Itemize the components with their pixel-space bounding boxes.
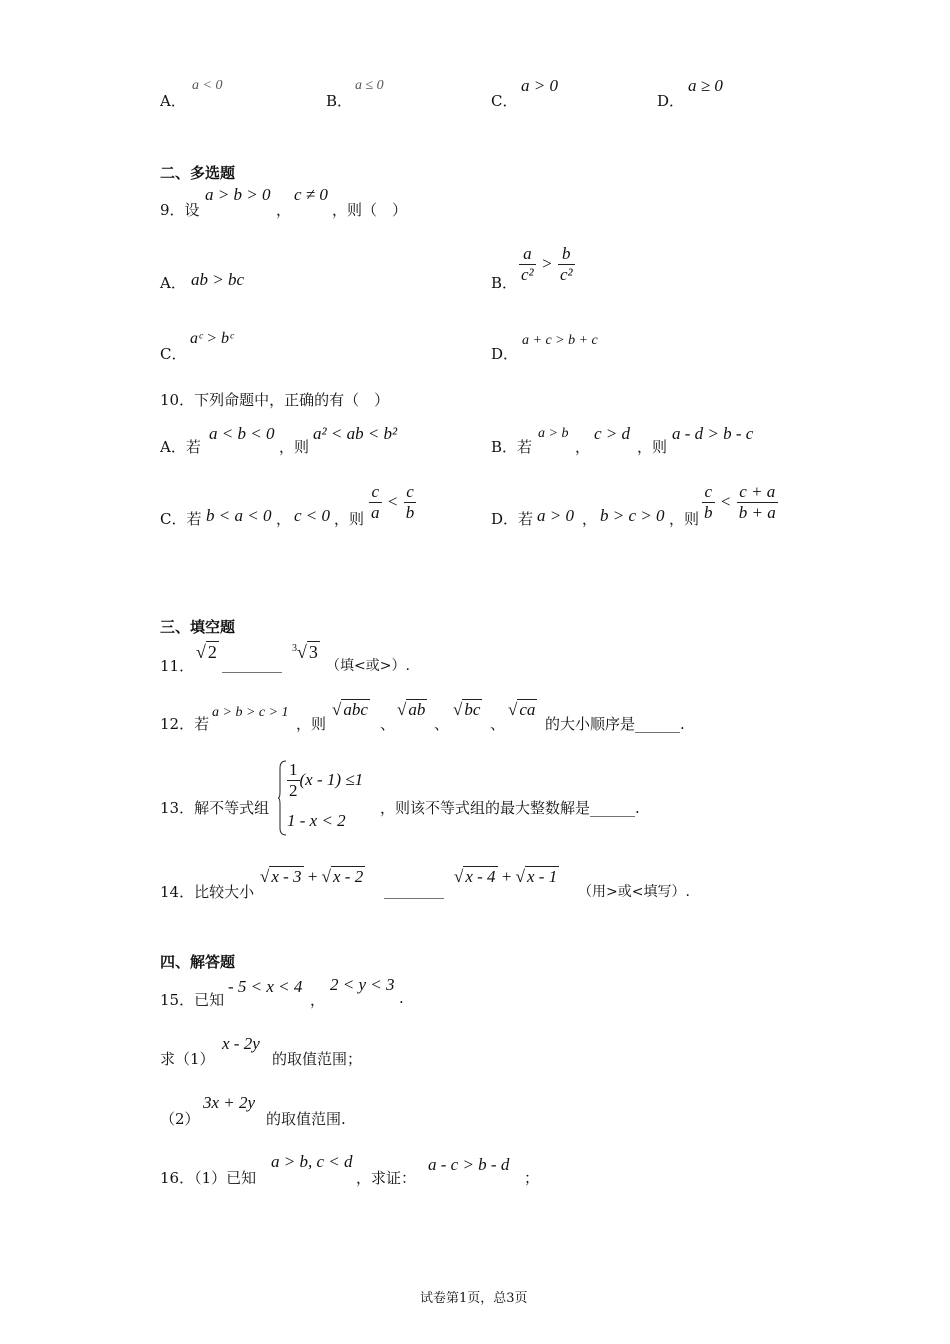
numerator: c [369, 482, 382, 503]
section-title-solutions: 四、解答题 [160, 953, 236, 971]
q14-prefix: 14．比较大小 [160, 883, 255, 901]
q10-option-b-result: a - d > b - c [672, 424, 754, 443]
q16-prove: ，求证： [356, 1169, 417, 1187]
q10-option-d-sep: ， [582, 510, 598, 528]
numerator: c [404, 482, 417, 503]
q10-option-a-then: ，则 [279, 438, 310, 456]
q8-option-c-expr: a > 0 [521, 76, 558, 95]
denominator: c² [559, 265, 573, 284]
option-label: B． [326, 92, 353, 110]
radicand: 2 [207, 642, 217, 662]
numerator: b [558, 244, 575, 265]
q10-option-a-label: A．若 [160, 438, 201, 456]
section-title-multiple-choice: 二、多选题 [160, 164, 236, 182]
fraction [519, 244, 536, 285]
q12-sep: 、 [434, 715, 450, 733]
numerator: c + a [737, 482, 778, 503]
q12-tail: 的大小顺序是______. [545, 715, 685, 733]
q14-blank: ________ [384, 881, 444, 899]
numerator: c [702, 482, 715, 503]
radicand: x - 3 [271, 867, 302, 886]
q9-option-a-label: A． [160, 274, 186, 292]
q10-option-b-cond1: a > b [538, 426, 569, 441]
q12-condition: a > b > c > 1 [212, 705, 289, 720]
q12-then: ，则 [296, 715, 327, 733]
fraction [702, 482, 715, 523]
q9-option-d-label: D． [491, 345, 519, 363]
q10-option-a-cond: a < b < 0 [209, 424, 275, 443]
numerator: a [519, 244, 536, 265]
q13-inequality-1 [287, 760, 363, 801]
q15-condition-2: 2 < y < 3 [330, 975, 395, 994]
denominator: 2 [289, 781, 298, 800]
radicand: x - 2 [333, 867, 364, 886]
q15-sep: ， [310, 991, 326, 1009]
q13-tail: ，则该不等式组的最大整数解是______. [380, 799, 640, 817]
q10-option-d-result [702, 482, 778, 523]
operator: < [719, 492, 732, 511]
q11-blank: ________ [222, 655, 282, 673]
q9-separator: ， [276, 201, 292, 219]
q10-option-d-label: D．若 [491, 510, 534, 528]
q8-option-b [326, 90, 352, 111]
q12-prefix: 12．若 [160, 715, 210, 733]
q9-option-d-expr: a + c > b + c [522, 333, 598, 348]
q10-option-d-then: ，则 [669, 510, 700, 528]
plus: + [501, 867, 512, 886]
q9-number: 9．设 [160, 201, 200, 219]
q10-option-a-result: a² < ab < b² [313, 424, 398, 443]
q10-stem: 10．下列命题中，正确的有（ ） [160, 391, 390, 409]
q13-inequality-2: 1 - x < 2 [287, 811, 346, 830]
radical-sign: √ [453, 700, 463, 719]
q12-sqrt-bc [453, 700, 482, 720]
fraction [369, 482, 382, 523]
q8-option-c [491, 90, 517, 111]
q9-option-b-expr [519, 244, 575, 285]
fraction [287, 760, 300, 801]
denominator: b + a [738, 503, 776, 522]
q10-option-b-sep: ， [575, 438, 591, 456]
fraction [558, 244, 575, 285]
q13-prefix: 13．解不等式组 [160, 799, 270, 817]
q8-option-d [657, 90, 684, 111]
q10-option-c-cond1: b < a < 0 [206, 506, 272, 525]
q8-option-a [160, 90, 186, 111]
q9-condition-1: a > b > 0 [205, 185, 271, 204]
q16-condition: a > b, c < d [271, 1152, 353, 1171]
radical-sign: √ [297, 642, 307, 662]
q12-sqrt-abc [332, 700, 370, 720]
plus: + [307, 867, 318, 886]
q16-expr: a - c > b - d [428, 1155, 510, 1174]
q9-option-c-expr: aᶜ > bᶜ [190, 330, 234, 347]
q8-option-a-expr: a < 0 [192, 78, 223, 93]
expression: (x - 1) ≤1 [299, 770, 364, 789]
q16-end: ； [524, 1169, 540, 1187]
q10-option-b-cond2: c > d [594, 424, 631, 443]
q12-sep: 、 [490, 715, 506, 733]
q10-option-c-result [369, 482, 416, 523]
radicand: ca [519, 700, 536, 719]
option-label: C． [491, 92, 518, 110]
q9-option-c-label: C． [160, 345, 187, 363]
q15-end: . [399, 989, 404, 1007]
numerator: 1 [289, 760, 298, 779]
q11-sqrt-2 [196, 642, 219, 663]
q10-option-c-sep: ， [276, 510, 292, 528]
radicand: ab [408, 700, 426, 719]
section-title-fill-in: 三、填空题 [160, 618, 236, 636]
denominator: a [371, 503, 380, 522]
option-label: D． [657, 92, 685, 110]
q9-condition-2: c ≠ 0 [294, 185, 328, 204]
q8-option-b-expr: a ≤ 0 [355, 78, 384, 93]
operator: > [541, 254, 553, 273]
denominator: c² [521, 265, 534, 284]
q16-prefix: 16．（1）已知 [160, 1169, 257, 1187]
radical-sign: √ [515, 867, 525, 886]
page-footer: 试卷第1页，总3页 [420, 1291, 528, 1306]
radicand: bc [464, 700, 481, 719]
denominator: b [704, 503, 713, 522]
operator: < [386, 492, 399, 511]
q10-option-c-then: ，则 [334, 510, 365, 528]
q15-condition-1: - 5 < x < 4 [228, 977, 303, 996]
q9-tail: ，则（ ） [332, 201, 408, 219]
root-index: 3 [292, 643, 297, 654]
option-label: A． [160, 92, 186, 110]
fraction [404, 482, 417, 523]
q11-number: 11． [160, 657, 195, 675]
q11-tail: （填<或>）. [326, 658, 410, 674]
q15-part1-tail: 的取值范围； [272, 1050, 363, 1068]
radical-sign: √ [196, 642, 206, 662]
denominator: b [405, 503, 415, 522]
q9-option-a-expr: ab > bc [191, 270, 245, 289]
q10-option-b-label: B．若 [491, 438, 533, 456]
q15-prefix: 15．已知 [160, 991, 225, 1009]
q15-part2-tail: 的取值范围. [266, 1110, 346, 1128]
q10-option-b-then: ，则 [637, 438, 668, 456]
q15-part1-expr: x - 2y [222, 1034, 260, 1053]
q14-right-expression [454, 867, 559, 887]
q12-sep: 、 [380, 715, 396, 733]
q14-tail: （用>或<填写）. [578, 884, 690, 900]
q14-left-expression [260, 867, 365, 887]
q15-part2-expr: 3x + 2y [203, 1093, 256, 1112]
q15-part1-prefix: 求（1） [160, 1050, 215, 1068]
radical-sign: √ [260, 867, 270, 886]
radical-sign: √ [508, 700, 518, 719]
q9-option-b-label: B． [491, 274, 518, 292]
q10-option-c-cond2: c < 0 [294, 506, 331, 525]
radical-sign: √ [332, 700, 342, 719]
radical-sign: √ [321, 867, 331, 886]
q10-option-c-label: C．若 [160, 510, 202, 528]
radicand: x - 4 [465, 867, 496, 886]
q15-part2-prefix: （2） [160, 1110, 200, 1128]
q13-left-brace [277, 760, 287, 836]
q8-option-d-expr: a ≥ 0 [688, 76, 723, 95]
radicand: x - 1 [527, 867, 558, 886]
q10-option-d-cond1: a > 0 [537, 506, 574, 525]
q11-cbrt-3 [292, 642, 320, 663]
radicand: 3 [308, 642, 318, 662]
radical-sign: √ [454, 867, 464, 886]
radicand: abc [343, 700, 368, 719]
fraction [737, 482, 778, 523]
q10-option-d-cond2: b > c > 0 [600, 506, 665, 525]
radical-sign: √ [397, 700, 407, 719]
q12-sqrt-ab [397, 700, 427, 720]
q12-sqrt-ca [508, 700, 537, 720]
